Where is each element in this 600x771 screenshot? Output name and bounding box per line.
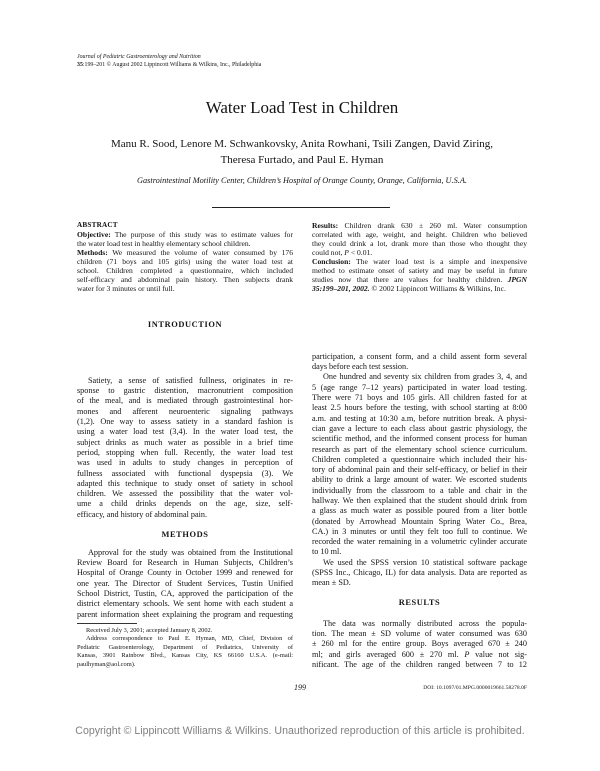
text-line: one year. The Director of Student Services, Tustin Unified	[77, 578, 293, 588]
paragraph	[77, 376, 293, 520]
paragraph	[312, 372, 527, 557]
text-line: recorded the water remaining in a volumetric cylinder accurate	[312, 537, 527, 547]
text-run: We measured the volume of water consumed by 176	[107, 247, 293, 257]
paragraph	[312, 558, 527, 589]
paragraph	[77, 230, 293, 248]
text-run: 35:199–201, 2002.	[312, 283, 370, 293]
text-line	[312, 275, 527, 284]
text-line: nificant. The age of the children ranged between 7 to 12	[312, 660, 527, 670]
text-line: ability to drink a large amount of water. We escorted students	[312, 475, 527, 485]
text-run: Results:	[312, 220, 339, 230]
paragraph	[77, 248, 293, 293]
paragraph	[312, 619, 527, 670]
paragraph	[77, 548, 293, 620]
text-run: The water load test is a simple and inexpensive	[350, 256, 527, 266]
journal-name: Journal of Pediatric Gastroenterology and Nutrition	[77, 54, 201, 60]
text-line: Hospital of Orange County in October 1999 and renewed for	[77, 568, 293, 578]
text-line: (1,2). One way to assess satiety in a standard fashion is	[77, 417, 293, 427]
abstract-right-text	[312, 221, 527, 293]
text-line: fullness associated with functional dyspepsia (3). We	[77, 468, 293, 478]
citation-line	[77, 61, 261, 69]
text-line	[312, 248, 527, 257]
text-line: district elementary schools. We sent home with each student a	[77, 599, 293, 609]
paragraph	[77, 627, 293, 635]
methods-heading: METHODS	[161, 530, 209, 539]
text-run: value not sig-	[469, 649, 527, 659]
citation-text: :199–201 © August 2002 Lippincott Williams & Wilkins, Inc., Philadelphia	[82, 62, 262, 68]
text-line: individually from the classroom to a table and chair in the	[312, 485, 527, 495]
text-line: using a water load test (3,4). In the water load test, the	[77, 427, 293, 437]
introduction-text	[77, 376, 293, 520]
text-line: period, stopping when full. Recently, the water load test	[77, 447, 293, 457]
text-line: 5 (age range 7–12 years) participated in water load testing.	[312, 382, 527, 392]
abstract-left-text	[77, 230, 293, 293]
text-line	[77, 248, 293, 257]
methods-text-right	[312, 352, 527, 589]
text-line: a glass as much water as possible poured from a liter bottle	[312, 506, 527, 516]
text-line: adapted this technique to study onset of satiety in school	[77, 478, 293, 488]
author-line: Theresa Furtado, and Paul E. Hyman	[220, 154, 384, 166]
text-line: We used the SPSS version 10 statistical software package	[323, 557, 527, 567]
text-line: (donated by Arrowhead Mountain Spring Water Co., Brea,	[312, 516, 527, 526]
text-line: hallway. We then explained that the student should drink from	[312, 496, 527, 505]
doi: DOI: 10.1097/01.MPG.0000019661.58278.0F	[423, 685, 527, 691]
paragraph	[312, 352, 527, 373]
abstract-left-column	[77, 221, 293, 293]
text-line	[312, 257, 527, 266]
running-header	[77, 53, 261, 69]
text-line: method to estimate onset of satiety and may be useful in future	[312, 265, 527, 275]
text-line	[312, 221, 527, 230]
text-line: school. Children completed a questionnaire, which included	[77, 265, 293, 275]
text-line: the water load test in healthy elementary school children.	[77, 238, 251, 248]
text-line: There were 71 boys and 105 girls. All children fasted for at	[312, 393, 527, 403]
text-line: they could drink a lot, drank more than those who thought they	[312, 238, 527, 248]
introduction-heading: INTRODUCTION	[147, 320, 223, 329]
text-line: participation, a consent form, and a child assent form several	[312, 351, 527, 361]
text-run: The purpose of this study was to estimate values for	[110, 229, 293, 239]
text-line: (SPSS Inc., Chicago, IL) for data analysis. Data are reported as	[312, 568, 527, 578]
text-line: was used in adults to study changes in perception of	[77, 458, 293, 468]
abstract-divider	[212, 207, 390, 208]
text-line: mones and afferent neuroenteric signaling pathways	[77, 406, 293, 416]
text-run: JPGN	[507, 274, 527, 284]
text-line: mean ± SD.	[312, 578, 351, 588]
text-line: days before each test session.	[312, 362, 409, 372]
text-line: One hundred and seventy six children from grades 3, 4, and	[323, 372, 527, 382]
abstract-right-column	[312, 221, 527, 293]
text-line: subject drinks as much water as possible in a brief time	[77, 437, 293, 447]
text-run: P	[464, 649, 470, 659]
text-line: School District, Tustin, CA, approved the participation of the	[77, 589, 293, 599]
text-line: tory of abdominal pain and their self-efficacy, or belief in their	[312, 465, 527, 475]
paragraph	[312, 221, 527, 257]
text-line: paulhyman@aol.com).	[77, 660, 136, 668]
text-line: Children completed a questionnaire which included their his-	[312, 454, 527, 464]
page-number: 199	[294, 683, 306, 692]
text-line: cian gave a lecture to each class about gastric physiology, the	[312, 423, 527, 433]
text-run: Objective:	[77, 229, 111, 239]
text-run: Children drank 630 ± 260 ml. Water consumption	[338, 220, 527, 230]
footnote-divider	[77, 623, 137, 624]
results-heading: RESULTS	[398, 598, 441, 607]
text-line: of the meal, and is mediated through gastrointestinal hor-	[77, 396, 293, 406]
article-title: Water Load Test in Children	[205, 98, 399, 117]
text-line: Pediatric Gastroenterology, Department of Pediatrics, University of	[77, 643, 293, 651]
text-line	[312, 284, 527, 293]
text-line: Address correspondence to Paul E. Hyman, MD, Chief, Division of	[86, 635, 293, 643]
text-line: children. We assessed the possibility that the water vol-	[77, 489, 293, 499]
footnote	[77, 627, 293, 669]
text-run: could not,	[312, 247, 345, 257]
text-line: Received July 3, 2001; accepted January 8, 2002.	[86, 627, 213, 634]
volume-number: 35	[77, 62, 83, 68]
text-line: ume a child drinks depends on the age, size, self-	[77, 499, 293, 509]
results-text	[312, 619, 527, 670]
text-line: ± 260 ml for the entire group. Boys averaged 670 ± 240	[312, 639, 527, 649]
text-line: self-efficacy and abdominal pain history. Then subjects drank	[77, 274, 293, 284]
text-run: Methods:	[77, 247, 108, 257]
text-line: scientific method, and the informed consent process for human	[312, 434, 527, 444]
text-run: © 2002 Lippincott Williams & Wilkins, Inc.	[369, 283, 506, 293]
author-list	[58, 136, 546, 168]
text-run: < 0.01.	[348, 247, 373, 257]
text-line: children (71 boys and 105 girls) using the water load test at	[77, 256, 293, 266]
text-line: efficacy, and history of abdominal pain.	[77, 509, 208, 519]
author-line: Manu R. Sood, Lenore M. Schwankovsky, Anita Rowhani, Tsili Zangen, David Ziring,	[110, 138, 494, 150]
abstract-heading: ABSTRACT	[77, 220, 118, 229]
affiliation: Gastrointestinal Motility Center, Children’s Hospital of Orange County, Orange, California, U.S.A.	[137, 176, 467, 185]
text-run: ml; and girls averaged 600 ± 270 ml.	[312, 649, 465, 659]
text-run: P	[344, 247, 349, 257]
text-line: The data was normally distributed across the popula-	[323, 618, 527, 628]
text-line: research as part of the elementary school science curriculum.	[312, 444, 527, 454]
text-line: CA.) in 3 minutes or until they felt too full to continue. We	[312, 526, 527, 536]
text-line: to 10 ml.	[312, 547, 342, 557]
text-line: tion. The mean ± SD volume of water consumed was 630	[312, 629, 527, 639]
text-run: Conclusion:	[312, 256, 351, 266]
text-line: sponse to gastric distention, macronutrient composition	[77, 386, 293, 396]
methods-text-left	[77, 548, 293, 620]
paragraph	[77, 635, 293, 669]
text-line: least 2.5 hours before the testing, with school starting at 8:00	[312, 403, 527, 413]
text-line: a.m. and testing at 10:30 a.m, before nutrition break. A physi-	[312, 413, 527, 423]
text-line: Review Board for Research in Human Subjects, Children’s	[77, 558, 293, 568]
text-line: Satiety, a sense of satisfied fullness, originates in re-	[88, 375, 293, 385]
text-line: parent information sheet explaining the program and requesting	[77, 609, 293, 619]
text-line: Approval for the study was obtained from the Institutional	[88, 547, 293, 557]
text-line	[77, 230, 293, 239]
text-line	[312, 650, 527, 660]
copyright-banner: Copyright © Lippincott Williams & Wilkins. Unauthorized reproduction of this article is prohibited.	[75, 725, 525, 737]
paragraph	[312, 257, 527, 293]
text-line: correlated with age, weight, and height. Children who believed	[312, 229, 527, 239]
text-run: studies now that there are values for healthy children.	[312, 274, 508, 284]
text-line: Kansas, 3901 Rainbow Blvd., Kansas City, KS 66160 U.S.A. (e-mail:	[77, 652, 293, 660]
text-line: water for 3 minutes or until full.	[77, 283, 175, 293]
